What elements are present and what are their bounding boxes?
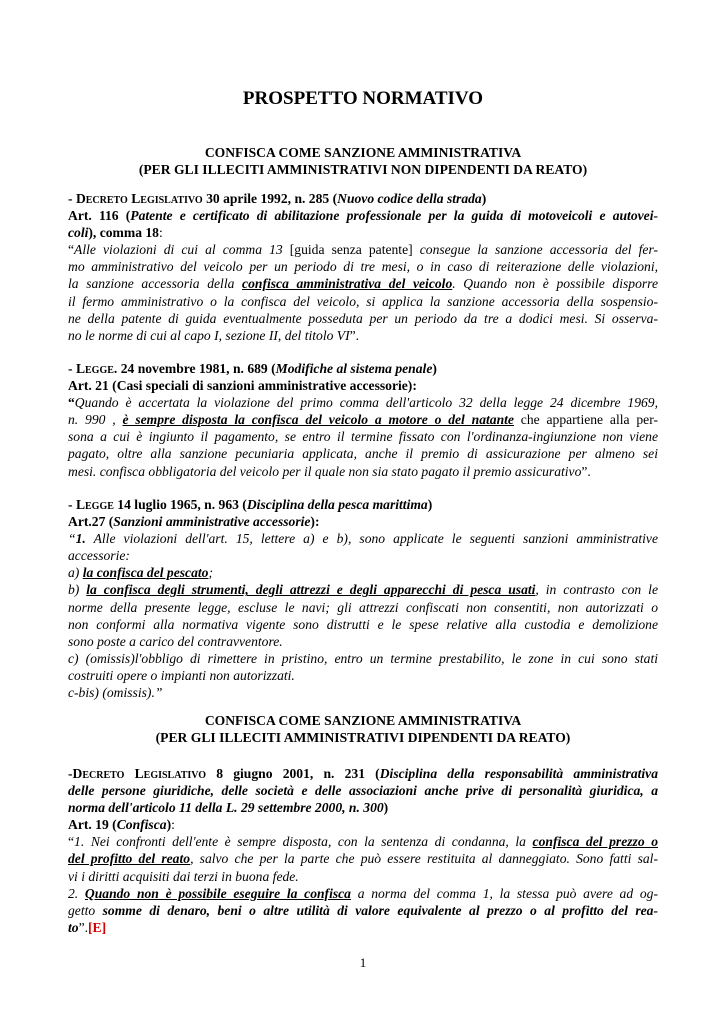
page-number: 1 [359,955,367,970]
law-citation: -Decreto Legislativo 8 giugno 2001, n. 231 (Disciplina della responsabilità amministrativa [68,766,659,781]
article-heading: Art. 19 (Confisca): [68,817,175,833]
highlight-confisca-strumenti: la confisca degli strumenti, degli attrezzi e degli apparecchi di pesca usati [86,582,536,598]
law-citation: - Legge 14 luglio 1965, n. 963 (Disciplina della pesca marittima) [68,497,433,512]
article-heading: Art.27 (Sanzioni amministrative accessorie): [68,514,320,530]
page-title: PROSPETTO NORMATIVO [242,88,484,109]
highlight-non-possibile-confisca: Quando non è possibile eseguire la confisca [84,885,351,901]
highlight-confisca-veicolo-natante: è sempre disposta la confisca del veicolo a motore o del natante [122,412,514,428]
law-citation: - Legge. 24 novembre 1981, n. 689 (Modifiche al sistema penale) [68,361,437,376]
section-heading-non-reato: CONFISCA COME SANZIONE AMMINISTRATIVA (PER GLI ILLECITI AMMINISTRATIVI NON DIPENDENTI DA REATO) [138,145,588,177]
highlight-confisca-veicolo: confisca amministrativa del veicolo [242,276,453,292]
law-block-dlgs-231: -Decreto Legislativo 8 giugno 2001, n. 231 (Disciplina della responsabilità amministrativa delle persone giuridiche, delle società e delle associazioni anche prive di personalità giuridica, a norma dell'articolo 11 della L. 29 settembre 2000, n. 300) Art. 19 (Confisca): “1. Nei confronti dell'ente è sempre disposta, con la sentenza di condanna, la confisca del prezzo o del profitto del reato, salvo che per la parte che può essere restituita al danneggiato. Sono fatti sal- vi i diritti acquisiti dai terzi in buona fede. 2. Quando non è possibile eseguire la confisca a norma del comma 1, la stessa può avere ad og- getto somme di denaro, beni o altre utilità di valore equivalente al prezzo o al profitto del rea- to”.[E] [68,766,659,935]
highlight-confisca-prezzo: confisca del prezzo o [532,834,658,850]
highlight-confisca-pescato: la confisca del pescato [82,565,209,581]
law-block-legge-963: - Legge 14 luglio 1965, n. 963 (Disciplina della pesca marittima) Art.27 (Sanzioni amministrative accessorie): “1. Alle violazioni dell'art. 15, lettere a) e b), sono applicate le seguenti sanzioni amministrative accessorie: a) la confisca del pescato; b) la confisca degli strumenti, degli attrezzi e degli apparecchi di pesca usati, in contrasto con le norme della presente legge, escluse le navi; gli attrezzi confiscati non consentiti, non autorizzati o non conformi alla normativa vigente sono distrutti e le spese relative alla custodia e demolizione sono poste a carico del contravventore. c) (omissis)l'obbligo di rimettere in pristino, entro un termine prestabilito, le zone in cui sono stati costruiti opere o impianti non autorizzati. c-bis) (omissis).” [68,497,658,701]
reference-tag: [E] [88,919,107,935]
law-block-codice-strada: - Decreto Legislativo 30 aprile 1992, n. 285 (Nuovo codice della strada) Art. 116 (Patente e certificato di abilitazione professionale per la guida di motoveicoli e autovei- coli), comma 18: “Alle violazioni di cui al comma 13 [guida senza patente] consegue la sanzione accessoria del fer- mo amministrativo del veicolo per un periodo di tre mesi, o in caso di reiterazione delle violazioni, la sanzione accessoria della confisca amministrativa del veicolo. Quando non è possibile disporre il fermo amministrativo o la confisca del veicolo, si applica la sanzione accessoria della sospensio- ne della patente di guida eventualmente posseduta per un periodo da tre a dodici mesi. Si osserva- no le norme di cui al capo I, sezione II, del titolo VI”. [68,191,658,343]
article-heading: Art. 116 (Patente e certificato di abilitazione professionale per la guida di motoveicoli e autovei- [68,208,658,224]
highlight-profitto-reato: del profitto del reato [68,851,191,867]
law-citation: - Decreto Legislativo 30 aprile 1992, n. 285 (Nuovo codice della strada) [68,191,487,206]
law-block-legge-689: - Legge. 24 novembre 1981, n. 689 (Modifiche al sistema penale) Art. 21 (Casi speciali di sanzioni amministrative accessorie): “Quando è accertata la violazione del primo comma dell'articolo 32 della legge 24 dicembre 1969, n. 990 , è sempre disposta la confisca del veicolo a motore o del natante che appartiene alla per- sona a cui è ingiunto il pagamento, se entro il termine fissato con l'ordinanza-ingiunzione non viene pagato, oltre alla sanzione pecuniaria applicata, anche il premio di assicurazione per almeno sei mesi. confisca obbligatoria del veicolo per il quale non sia stato pagato il premio assicurativo”. [68,361,658,479]
section-heading-reato: CONFISCA COME SANZIONE AMMINISTRATIVA (PER GLI ILLECITI AMMINISTRATIVI DIPENDENTI DA REATO) [155,713,571,745]
article-heading: Art. 21 (Casi speciali di sanzioni amministrative accessorie): [68,378,417,394]
